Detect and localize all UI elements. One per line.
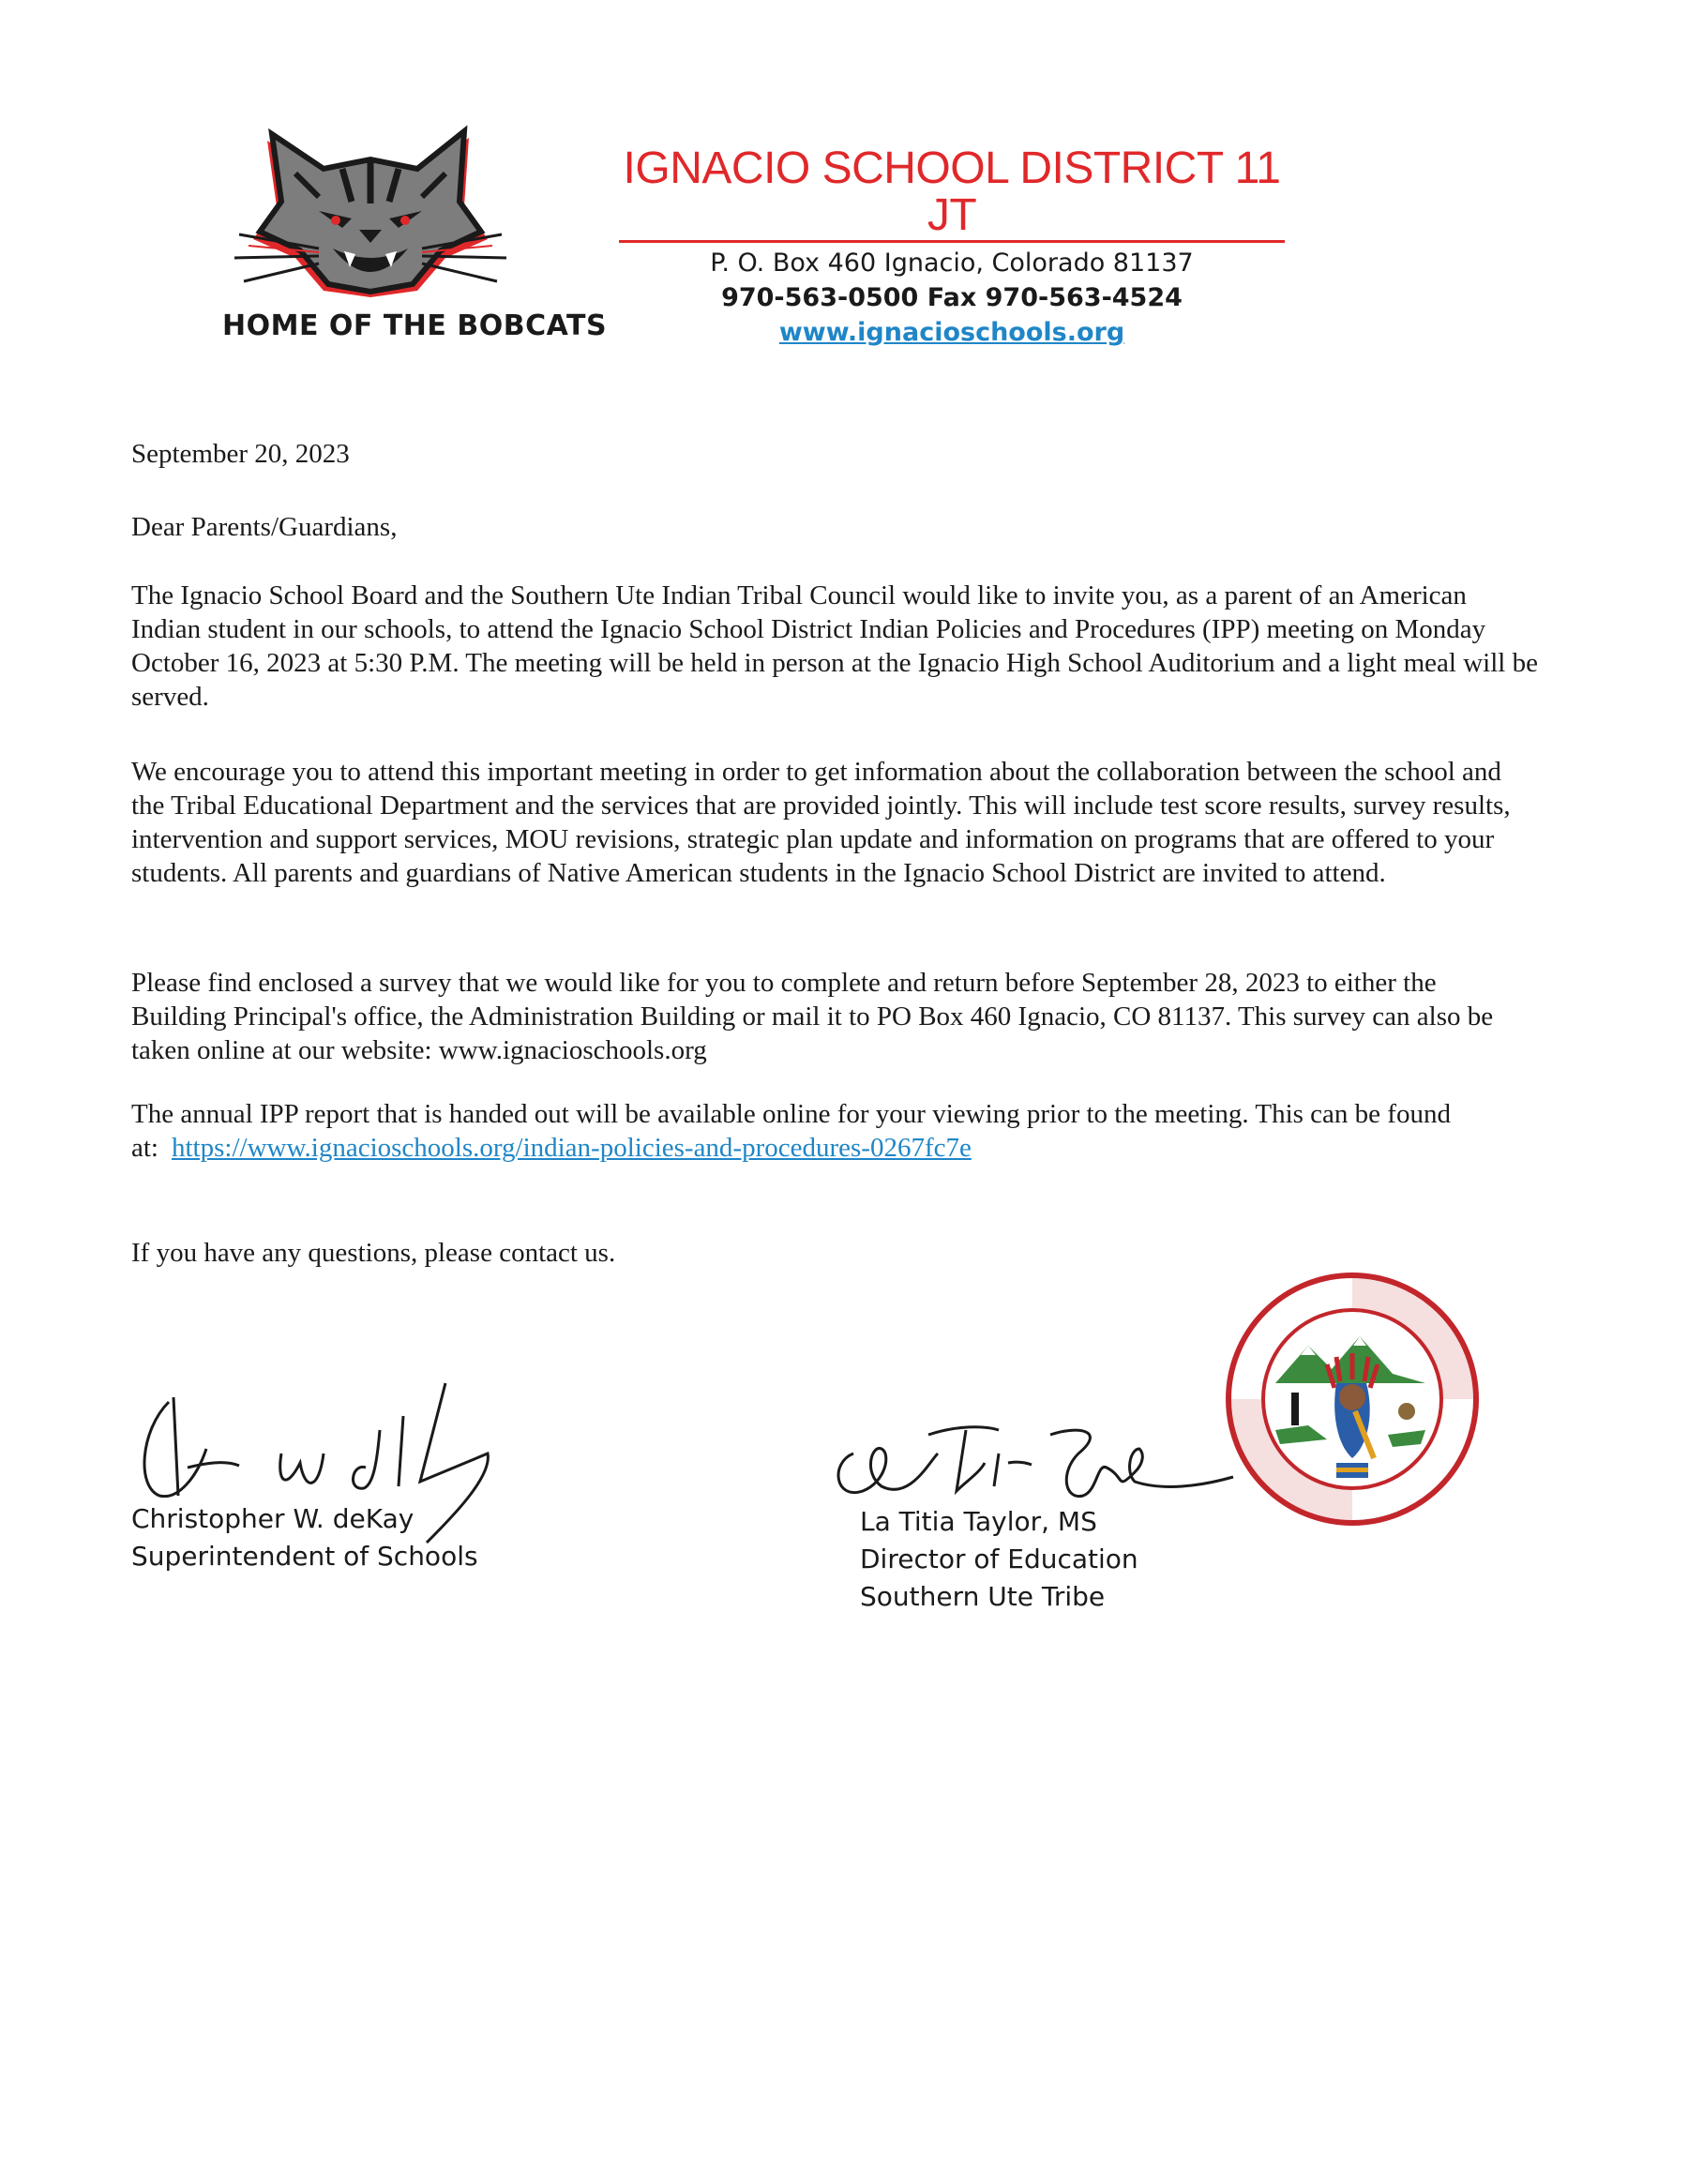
district-name: IGNACIO SCHOOL DISTRICT 11 JT <box>619 145 1285 243</box>
district-website-link[interactable]: www.ignacioschools.org <box>778 317 1125 347</box>
letter-date: September 20, 2023 <box>131 439 350 469</box>
letter-salutation: Dear Parents/Guardians, <box>131 512 398 542</box>
signer2-name: La Titia Taylor, MS <box>860 1506 1097 1537</box>
district-phone-fax: 970-563-0500 Fax 970-563-4524 <box>721 282 1183 312</box>
signer1-name: Christopher W. deKay <box>131 1503 414 1534</box>
home-of-bobcats-tagline: HOME OF THE BOBCATS <box>222 309 608 342</box>
signer-director <box>860 1503 1138 1616</box>
signer-superintendent <box>131 1500 478 1575</box>
signer2-title: Director of Education <box>860 1544 1138 1574</box>
paragraph-invitation: The Ignacio School Board and the Southern Ute Indian Tribal Council would like to invite you, as a parent of an American Indian student in our schools, to attend the Ignacio School District Indian Policies and Procedures (IPP) meeting on Monday October 16, 2023 at 5:30 P.M. The meeting will be held in person at the Ignacio High School Auditorium and a light meal will be served. <box>131 580 1538 712</box>
paragraph-survey: Please find enclosed a survey that we would like for you to complete and return before September 28, 2023 to either the Building Principal's office, the Administration Building or mail it to PO Box 460 Ignacio, CO 81137. This survey can also be taken online at our website: www.ignacioschools.org <box>131 968 1494 1065</box>
report-text: The annual IPP report that is handed out will be available online for your viewing prior to the meeting. This can be found at: <box>131 1099 1451 1163</box>
director-signature <box>825 1397 1238 1519</box>
bobcat-mascot-icon <box>230 117 511 300</box>
district-letterhead <box>619 145 1285 347</box>
district-address: P. O. Box 460 Ignacio, Colorado 81137 <box>710 248 1194 278</box>
signer1-title: Superintendent of Schools <box>131 1541 478 1572</box>
report-link[interactable]: https://www.ignacioschools.org/indian-policies-and-procedures-0267fc7e <box>172 1133 972 1163</box>
letter-closing: If you have any questions, please contact us. <box>131 1238 616 1268</box>
paragraph-encouragement: We encourage you to attend this important meeting in order to get information about the collaboration between the school and the Tribal Educational Department and the services that are provided jointly. This will include test score results, survey results, intervention and support services, MOU revisions, strategic plan update and information on programs that are offered to your students. All parents and guardians of Native American students in the Ignacio School District are invited to attend. <box>131 757 1511 888</box>
signer2-org: Southern Ute Tribe <box>860 1581 1106 1612</box>
tribal-seal-icon <box>1224 1271 1482 1529</box>
paragraph-report <box>131 1097 1538 1165</box>
